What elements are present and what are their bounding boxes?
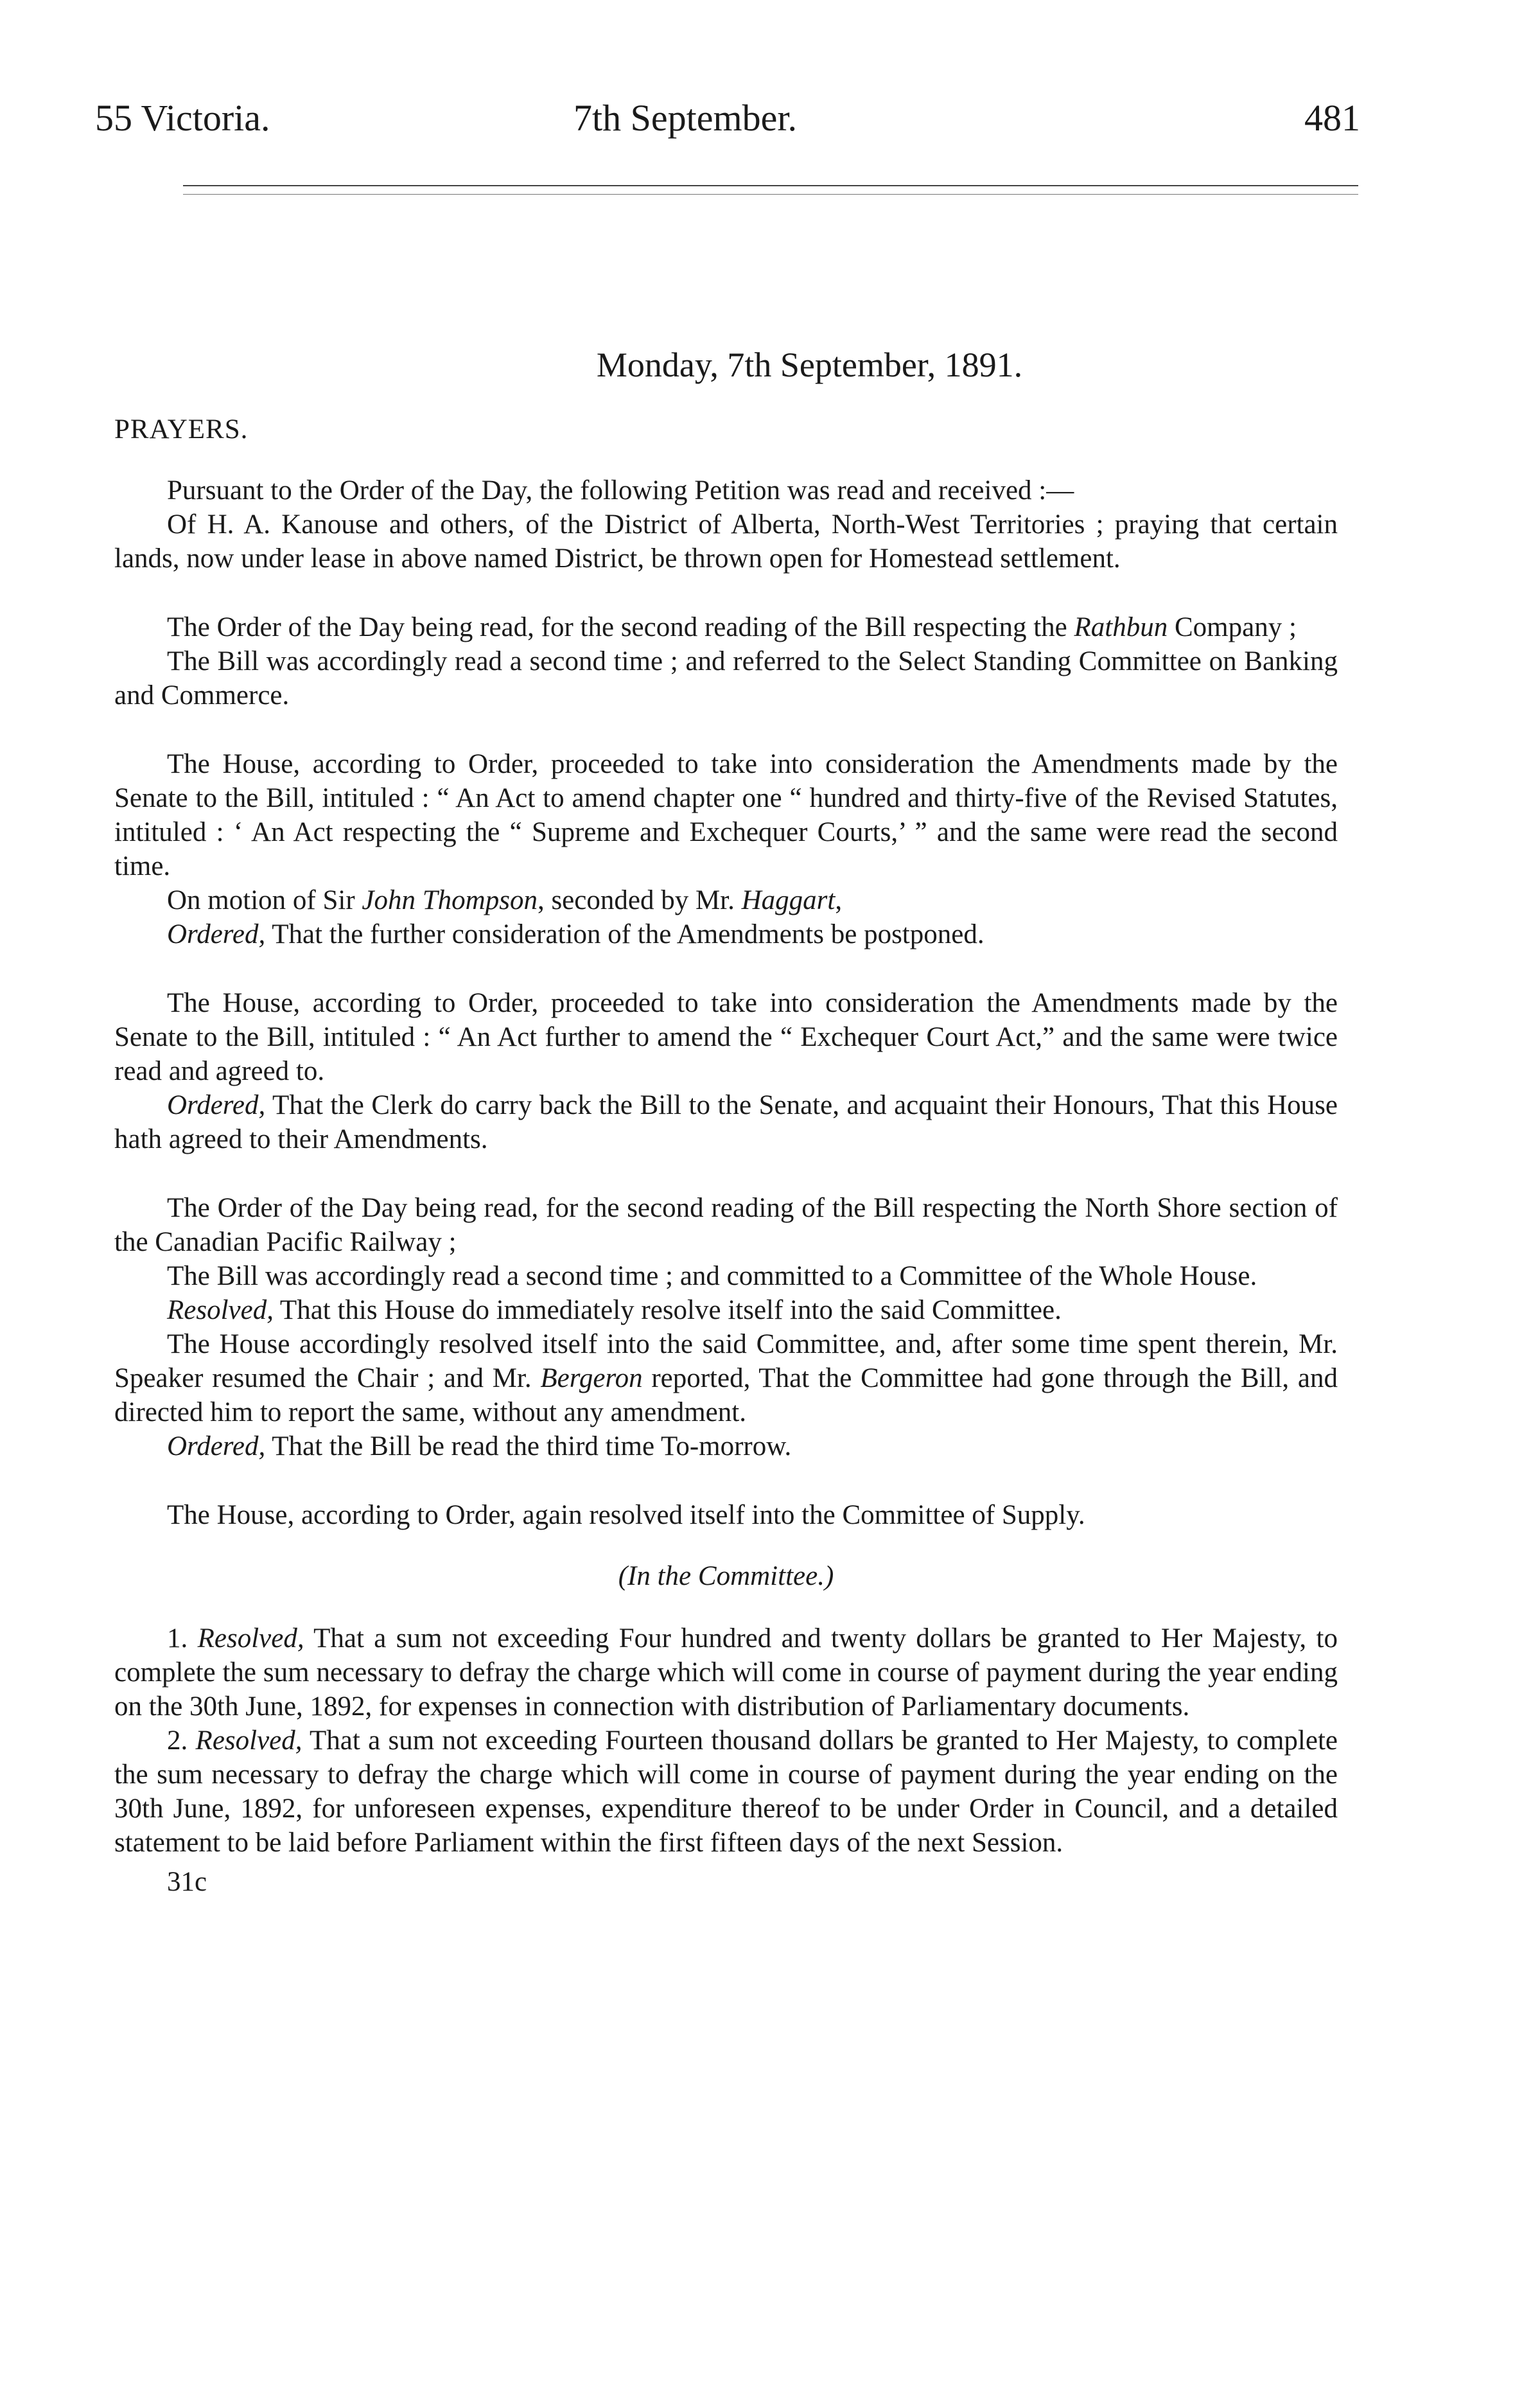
page-number: 481 xyxy=(1304,97,1360,139)
journal-body xyxy=(114,346,1338,1899)
exchequer-ordered: Ordered, That the Clerk do carry back the Bill to the Senate, and acquaint their Honours, That this House hath agreed to their Amendments. xyxy=(114,1090,1338,1154)
rathbun-bill-order: The Order of the Day being read, for the second reading of the Bill respecting the Rathbun Company ; xyxy=(167,612,1297,642)
header-date: 7th September. xyxy=(573,97,797,139)
header-rule xyxy=(183,185,1358,195)
north-shore-resolved: Resolved, That this House do immediately resolve itself into the said Committee. xyxy=(167,1295,1062,1325)
north-shore-report: The House accordingly resolved itself into the said Committee, and, after some time spent therein, Mr. Speaker resumed the Chair ; and Mr. Bergeron reported, That the Committee had gone through the Bill, and directed him to report the same, without any amendment. xyxy=(114,1329,1338,1427)
courts-ordered: Ordered, That the further consideration of the Amendments be postponed. xyxy=(167,919,984,949)
supply-committee: The House, according to Order, again resolved itself into the Committee of Supply. xyxy=(167,1500,1085,1530)
sitting-date-title: Monday, 7th September, 1891. xyxy=(596,346,1023,384)
north-shore-ordered: Ordered, That the Bill be read the third time To-morrow. xyxy=(167,1431,792,1461)
courts-amendments: The House, according to Order, proceeded to take into consideration the Amendments made by the Senate to the Bill, intituled : “ An Act to amend chapter one “ hundred and thirty-five of the Revised Statutes, intituled : ‘ An Act respecting the “ Supreme and Exchequer Courts,’ ” and the same were read the second time. xyxy=(114,749,1338,881)
courts-motion: On motion of Sir John Thompson, seconded by Mr. Haggart, xyxy=(167,885,843,915)
north-shore-bill-order: The Order of the Day being read, for the second reading of the Bill respecting the North Shore section of the Canadian Pacific Railway ; xyxy=(114,1193,1338,1257)
header-session: 55 Victoria. xyxy=(95,97,270,139)
committee-heading: (In the Committee.) xyxy=(618,1561,834,1591)
signature-mark: 31c xyxy=(167,1867,207,1897)
rathbun-bill-referral: The Bill was accordingly read a second time ; and referred to the Select Standing Committee on Banking and Commerce. xyxy=(114,646,1338,710)
resolution-1: 1. Resolved, That a sum not exceeding Four hundred and twenty dollars be granted to Her Majesty, to complete the sum necessary to defray the charge which will come in course of payment during the year ending on the 30th June, 1892, for expenses in connection with distribution of Parliamentary documents. xyxy=(114,1623,1338,1722)
prayers-heading: PRAYERS. xyxy=(114,414,249,445)
petition-text: Of H. A. Kanouse and others, of the District of Alberta, North-West Territories ; praying that certain lands, now under lease in above named District, be thrown open for Homestead settlement. xyxy=(114,509,1338,574)
petition-intro: Pursuant to the Order of the Day, the following Petition was read and received :— xyxy=(167,475,1074,506)
exchequer-amendments: The House, according to Order, proceeded to take into consideration the Amendments made by the Senate to the Bill, intituled : “ An Act further to amend the “ Exchequer Court Act,” and the same were twice read and agreed to. xyxy=(114,988,1338,1086)
running-header xyxy=(95,96,1360,154)
resolution-2: 2. Resolved, That a sum not exceeding Fourteen thousand dollars be granted to Her Majesty, to complete the sum necessary to defray the charge which will come in course of payment during the year ending on the 30th June, 1892, for unforeseen expenses, expenditure thereof to be under Order in Council, and a detailed statement to be laid before Parliament within the first fifteen days of the next Session. xyxy=(114,1725,1338,1858)
north-shore-bill-committed: The Bill was accordingly read a second time ; and committed to a Committee of the Whole House. xyxy=(167,1261,1257,1291)
